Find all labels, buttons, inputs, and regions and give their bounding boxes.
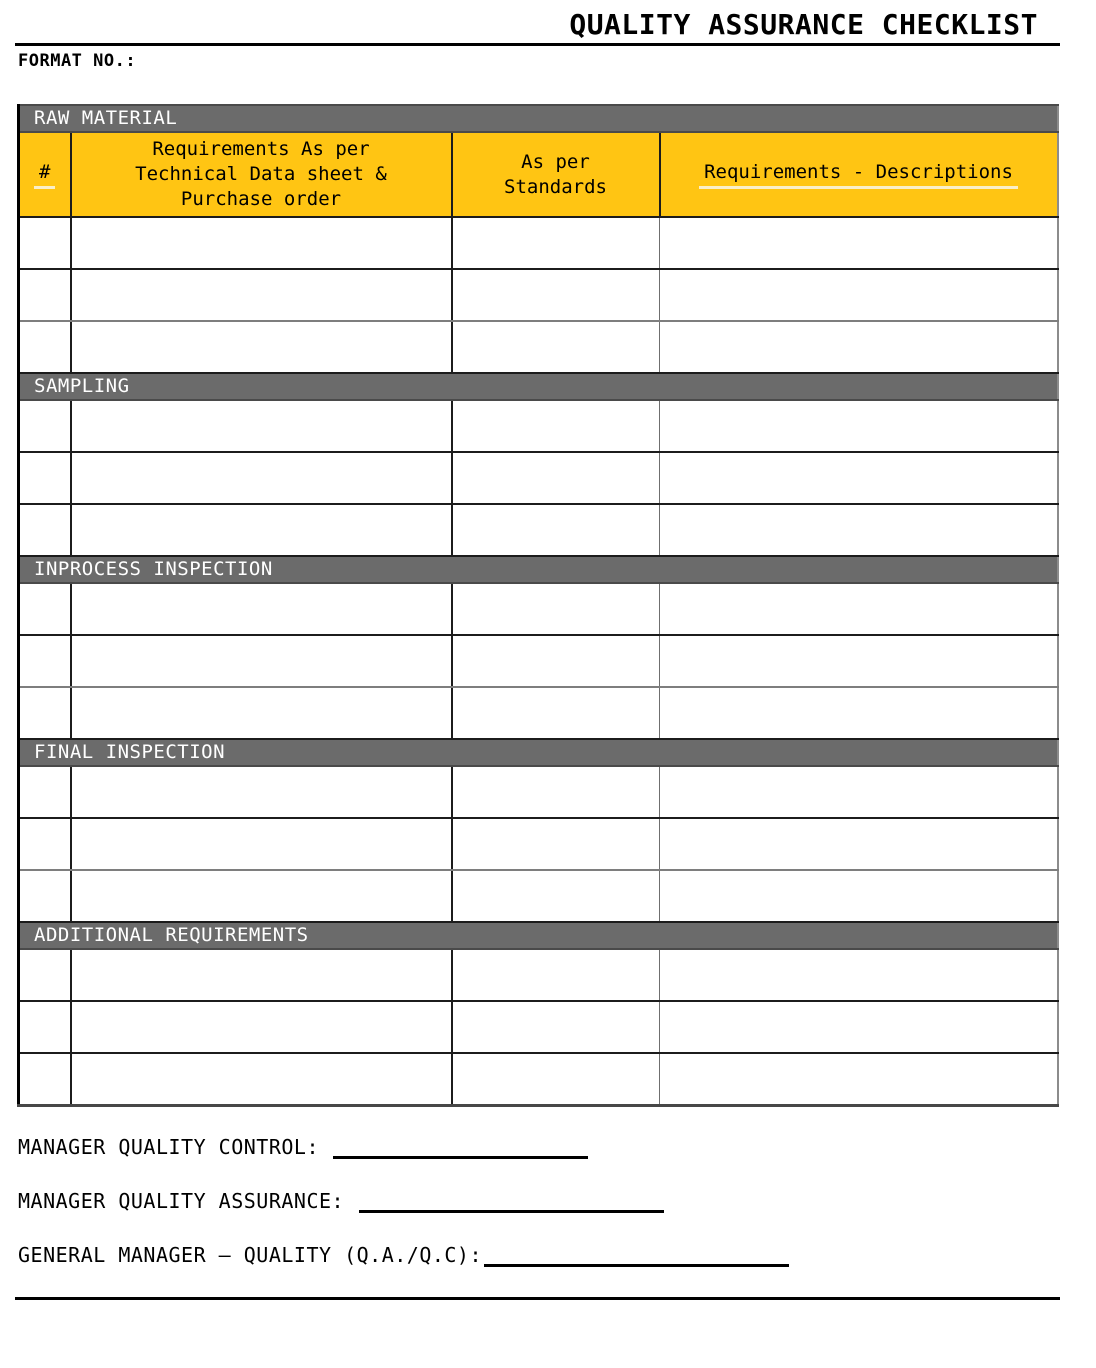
cell-number[interactable]	[19, 504, 71, 556]
cell-number[interactable]	[19, 766, 71, 818]
cell-number[interactable]	[19, 1001, 71, 1053]
table-row	[19, 635, 1058, 687]
column-header-requirements-line2: Technical Data sheet &	[135, 163, 387, 185]
cell-requirements[interactable]	[71, 217, 452, 269]
section-header-raw-material: RAW MATERIAL	[19, 105, 1058, 132]
cell-requirements[interactable]	[71, 269, 452, 321]
signature-section	[18, 1135, 1096, 1267]
column-header-standards-line2: Standards	[504, 175, 607, 198]
cell-requirements[interactable]	[71, 687, 452, 739]
cell-number[interactable]	[19, 217, 71, 269]
cell-number[interactable]	[19, 635, 71, 687]
cell-number[interactable]	[19, 1053, 71, 1105]
table-row	[19, 583, 1058, 635]
table-row	[19, 766, 1058, 818]
cell-requirements[interactable]	[71, 949, 452, 1001]
table-row	[19, 870, 1058, 922]
cell-description[interactable]	[660, 269, 1058, 321]
column-header-standards-line1: As per	[521, 150, 590, 173]
signature-row-quality-assurance	[18, 1189, 1096, 1213]
cell-number[interactable]	[19, 452, 71, 504]
cell-standards[interactable]	[452, 818, 660, 870]
cell-requirements[interactable]	[71, 1001, 452, 1053]
format-no-label: FORMAT NO.:	[18, 51, 137, 71]
cell-requirements[interactable]	[71, 870, 452, 922]
cell-number[interactable]	[19, 583, 71, 635]
bottom-divider	[15, 1297, 1060, 1300]
cell-description[interactable]	[660, 818, 1058, 870]
column-header-requirements-line3: Purchase order	[180, 188, 342, 210]
column-header-requirements-line1: Requirements As per	[152, 138, 370, 160]
cell-description[interactable]	[660, 452, 1058, 504]
cell-description[interactable]	[660, 504, 1058, 556]
signature-label: MANAGER QUALITY CONTROL:	[18, 1134, 319, 1159]
table-row	[19, 1053, 1058, 1105]
cell-standards[interactable]	[452, 583, 660, 635]
cell-standards[interactable]	[452, 321, 660, 373]
cell-description[interactable]	[660, 1053, 1058, 1105]
cell-requirements[interactable]	[71, 452, 452, 504]
cell-requirements[interactable]	[71, 1053, 452, 1105]
cell-requirements[interactable]	[71, 583, 452, 635]
cell-requirements[interactable]	[71, 400, 452, 452]
column-header-number-label: #	[34, 160, 55, 189]
column-header-descriptions-label: Requirements - Descriptions	[699, 160, 1018, 189]
cell-standards[interactable]	[452, 217, 660, 269]
section-header-inprocess-inspection: INPROCESS INSPECTION	[19, 556, 1058, 583]
signature-blank[interactable]	[484, 1245, 789, 1267]
signature-row-general-manager	[18, 1243, 1096, 1267]
cell-standards[interactable]	[452, 766, 660, 818]
cell-description[interactable]	[660, 400, 1058, 452]
qa-checklist-table	[17, 104, 1059, 1107]
cell-number[interactable]	[19, 400, 71, 452]
cell-description[interactable]	[660, 583, 1058, 635]
cell-description[interactable]	[660, 870, 1058, 922]
cell-requirements[interactable]	[71, 504, 452, 556]
table-row	[19, 687, 1058, 739]
signature-blank[interactable]	[333, 1137, 588, 1159]
cell-standards[interactable]	[452, 949, 660, 1001]
cell-requirements[interactable]	[71, 818, 452, 870]
cell-standards[interactable]	[452, 635, 660, 687]
cell-description[interactable]	[660, 687, 1058, 739]
cell-standards[interactable]	[452, 1001, 660, 1053]
table-row	[19, 949, 1058, 1001]
cell-number[interactable]	[19, 870, 71, 922]
cell-standards[interactable]	[452, 504, 660, 556]
page-title: QUALITY ASSURANCE CHECKLIST	[569, 8, 1038, 41]
column-header-descriptions	[660, 132, 1058, 217]
table-row	[19, 452, 1058, 504]
cell-standards[interactable]	[452, 400, 660, 452]
cell-requirements[interactable]	[71, 321, 452, 373]
title-divider	[15, 43, 1060, 46]
cell-standards[interactable]	[452, 687, 660, 739]
signature-blank[interactable]	[359, 1191, 664, 1213]
cell-number[interactable]	[19, 321, 71, 373]
cell-number[interactable]	[19, 949, 71, 1001]
signature-label: GENERAL MANAGER – QUALITY (Q.A./Q.C):	[18, 1242, 483, 1267]
section-header-additional-requirements: ADDITIONAL REQUIREMENTS	[19, 922, 1058, 949]
cell-requirements[interactable]	[71, 635, 452, 687]
column-header-requirements	[71, 132, 452, 217]
cell-number[interactable]	[19, 818, 71, 870]
table-row	[19, 321, 1058, 373]
cell-description[interactable]	[660, 635, 1058, 687]
section-header-final-inspection: FINAL INSPECTION	[19, 739, 1058, 766]
table-row	[19, 269, 1058, 321]
column-header-standards	[452, 132, 660, 217]
table-row	[19, 504, 1058, 556]
cell-description[interactable]	[660, 217, 1058, 269]
table-row	[19, 1001, 1058, 1053]
section-header-sampling: SAMPLING	[19, 373, 1058, 400]
signature-row-quality-control	[18, 1135, 1096, 1159]
cell-description[interactable]	[660, 321, 1058, 373]
column-header-number	[19, 132, 71, 217]
cell-standards[interactable]	[452, 870, 660, 922]
cell-description[interactable]	[660, 949, 1058, 1001]
cell-requirements[interactable]	[71, 766, 452, 818]
cell-standards[interactable]	[452, 269, 660, 321]
cell-description[interactable]	[660, 1001, 1058, 1053]
table-row	[19, 400, 1058, 452]
signature-label: MANAGER QUALITY ASSURANCE:	[18, 1188, 345, 1213]
table-row	[19, 818, 1058, 870]
cell-standards[interactable]	[452, 1053, 660, 1105]
cell-standards[interactable]	[452, 452, 660, 504]
table-row	[19, 217, 1058, 269]
cell-description[interactable]	[660, 766, 1058, 818]
cell-number[interactable]	[19, 687, 71, 739]
cell-number[interactable]	[19, 269, 71, 321]
